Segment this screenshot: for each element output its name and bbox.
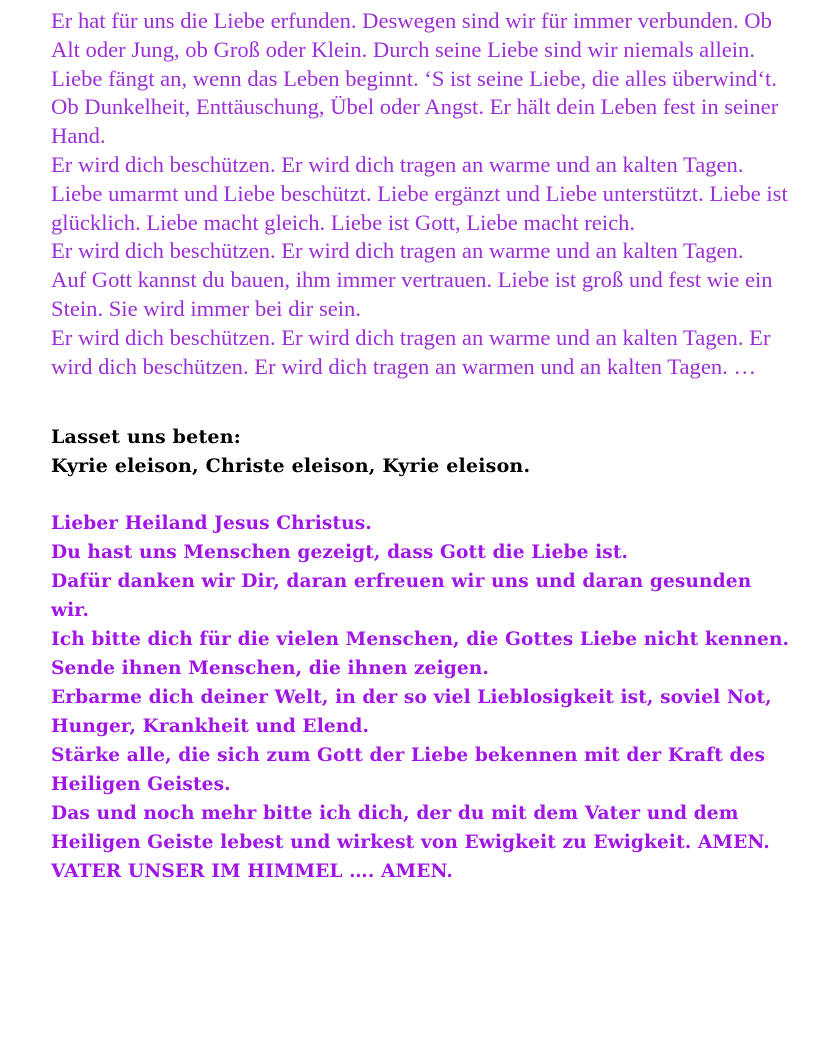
closing-line: VATER UNSER IM HIMMEL …. AMEN. bbox=[51, 861, 453, 883]
prayer-line: Dafür danken wir Dir, daran erfreuen wir uns und daran gesunden wir. bbox=[51, 571, 752, 622]
song-line: Liebe fängt an, wenn das Leben beginnt. ‘S ist seine Liebe, die alles überwind‘t. Ob Dunkelheit, Enttäuschung, Übel oder Angst. Er hält dein Leben fest in seiner Hand. bbox=[51, 65, 779, 149]
prayer-line: Ich bitte dich für die vielen Menschen, die Gottes Liebe nicht kennen. Sende ihnen Menschen, die ihnen zeigen. bbox=[51, 629, 790, 680]
kyrie-line: Kyrie eleison, Christe eleison, Kyrie eleison. bbox=[51, 454, 531, 477]
document-page bbox=[51, 7, 791, 886]
prayer-text bbox=[51, 509, 791, 886]
prayer-line: Erbarme dich deiner Welt, in der so viel Lieblosigkeit ist, soviel Not, Hunger, Krankheit und Elend. bbox=[51, 687, 772, 738]
song-refrain: Er wird dich beschützen. Er wird dich tragen an warme und an kalten Tagen. bbox=[51, 151, 744, 177]
prayer-line: Lieber Heiland Jesus Christus. bbox=[51, 513, 372, 535]
prayer-line: Das und noch mehr bitte ich dich, der du mit dem Vater und dem Heiligen Geiste lebest und wirkest von Ewigkeit zu Ewigkeit. AMEN. bbox=[51, 803, 770, 854]
prayer-line: Du hast uns Menschen gezeigt, dass Gott die Liebe ist. bbox=[51, 542, 629, 564]
prayer-heading bbox=[51, 423, 791, 480]
song-refrain: Er wird dich beschützen. Er wird dich tragen an warme und an kalten Tagen. Er wird dich beschützen. Er wird dich tragen an warmen und an kalten Tagen. … bbox=[51, 324, 771, 379]
song-refrain: Er wird dich beschützen. Er wird dich tragen an warme und an kalten Tagen. bbox=[51, 238, 744, 264]
song-line: Auf Gott kannst du bauen, ihm immer vertrauen. Liebe ist groß und fest wie ein Stein. Sie wird immer bei dir sein. bbox=[51, 267, 773, 321]
prayer-line: Stärke alle, die sich zum Gott der Liebe bekennen mit der Kraft des Heiligen Geistes. bbox=[51, 745, 766, 796]
song-lyrics bbox=[51, 7, 791, 381]
prayer-title: Lasset uns beten: bbox=[51, 426, 241, 449]
song-line: Er hat für uns die Liebe erfunden. Deswegen sind wir für immer verbunden. Ob Alt oder Jung, ob Groß oder Klein. Durch seine Liebe sind wir niemals allein. bbox=[51, 8, 772, 62]
song-line: Liebe umarmt und Liebe beschützt. Liebe ergänzt und Liebe unterstützt. Liebe ist glücklich. Liebe macht gleich. Liebe ist Gott, Liebe macht reich. bbox=[51, 180, 788, 235]
